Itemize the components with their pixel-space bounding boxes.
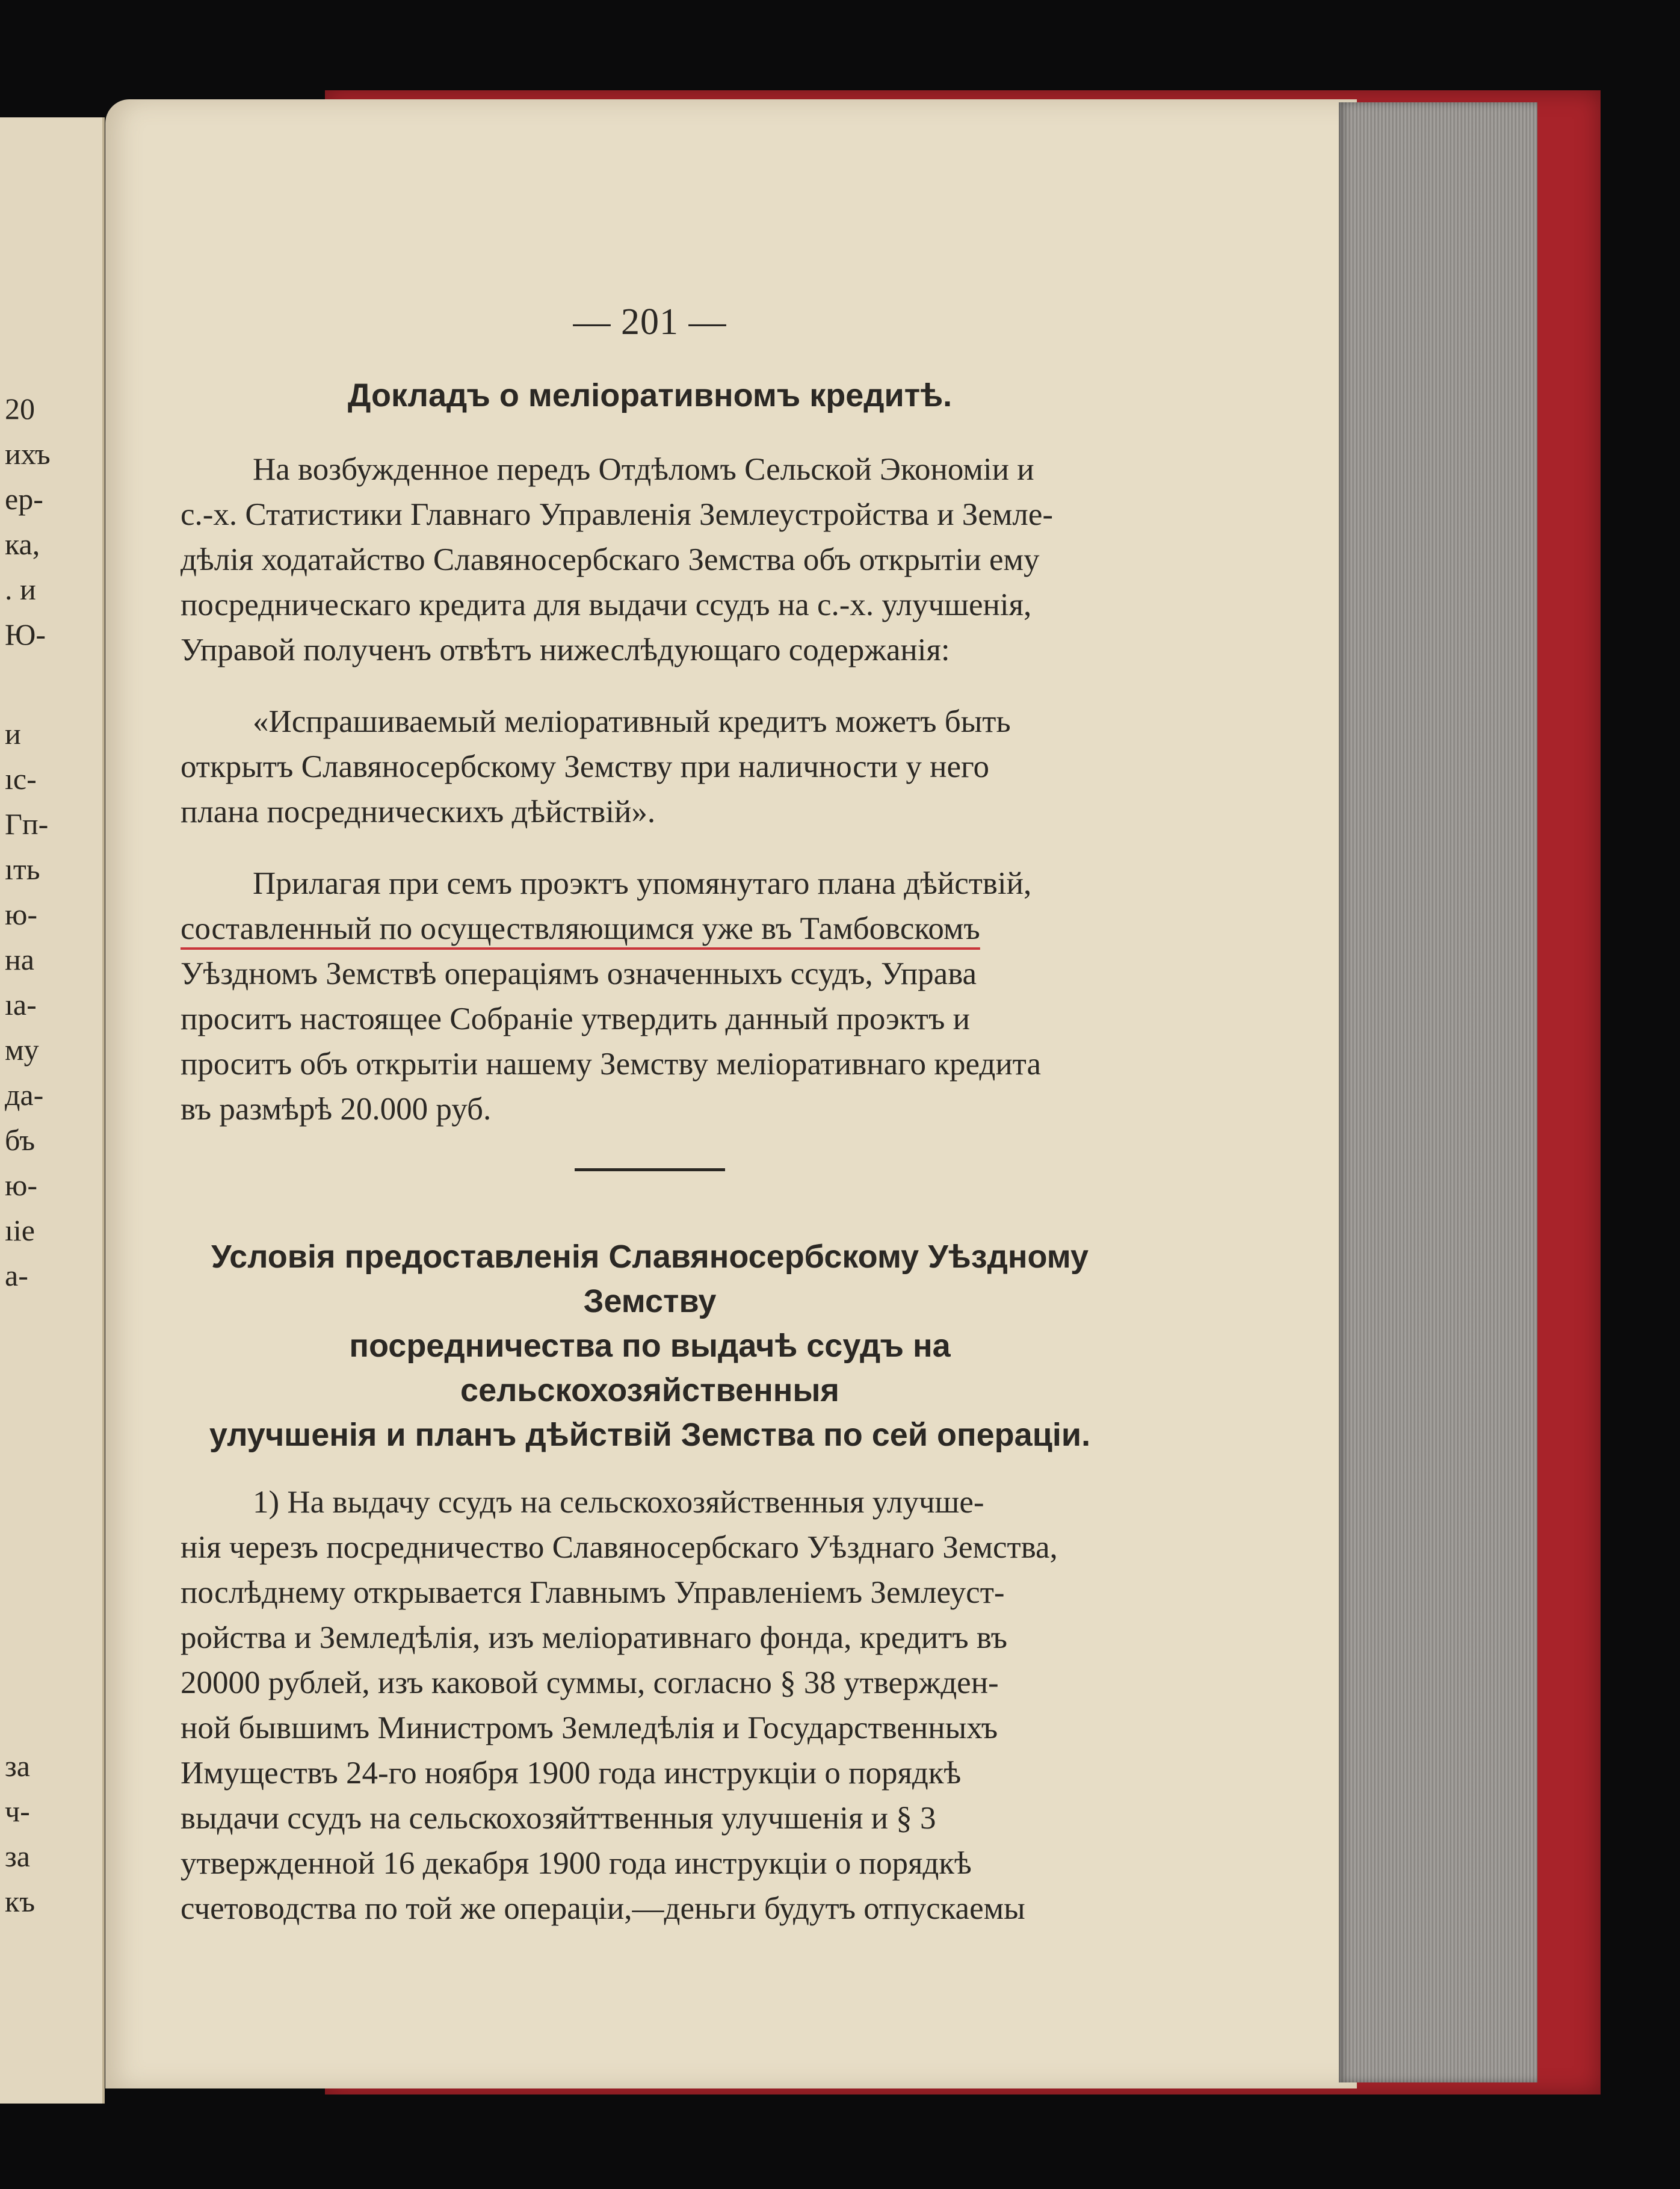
section-divider: [575, 1168, 725, 1171]
text-line: ройства и Земледѣлія, изъ меліоративнаго фонда, кредитъ въ: [181, 1620, 1008, 1655]
left-fragment: . и: [5, 572, 36, 606]
left-fragment: ıа-: [5, 988, 37, 1021]
text-line: Прилагая при семъ проэктъ упомянутаго плана дѣйствій,: [253, 866, 1032, 901]
page-content: [181, 301, 1119, 1958]
paragraph-intro: [181, 447, 1119, 673]
paragraph-clause-1: [181, 1480, 1119, 1931]
left-fragment: и: [5, 717, 21, 751]
text-line: проситъ объ открытіи нашему Земству меліоративнаго кредита: [181, 1047, 1042, 1082]
text-line: проситъ настоящее Собраніе утвердить данный проэктъ и: [181, 1002, 970, 1036]
text-line: счетоводства по той же операціи,—деньги будутъ отпускаемы: [181, 1891, 1025, 1926]
left-fragment: ıіе: [5, 1213, 35, 1247]
left-fragment: да-: [5, 1078, 44, 1112]
text-line: открытъ Славяносербскому Земству при наличности у него: [181, 749, 989, 784]
left-fragment: Ю-: [5, 618, 46, 651]
left-fragment: за: [5, 1749, 30, 1783]
page-number: — 201 —: [573, 302, 727, 342]
text-line: въ размѣрѣ 20.000 руб.: [181, 1092, 492, 1127]
text-line: выдачи ссудъ на сельскохозяйттвенныя улучшенія и § 3: [181, 1801, 936, 1836]
text-line: нія черезъ посредничество Славяносербскаго Уѣзднаго Земства,: [181, 1530, 1058, 1565]
left-fragment: ка,: [5, 527, 40, 561]
text-line: Уѣздномъ Земствѣ операціямъ означенныхъ ссудъ, Управа: [181, 956, 977, 991]
left-fragment: ихъ: [5, 437, 51, 471]
left-fragment: Гп-: [5, 807, 49, 841]
left-fragment: а-: [5, 1259, 28, 1292]
paragraph-quote: [181, 699, 1119, 835]
left-fragment: 20: [5, 392, 35, 426]
left-fragment: ю-: [5, 1168, 38, 1202]
text-line: 1) На выдачу ссудъ на сельскохозяйственныя улучше-: [253, 1485, 984, 1520]
left-fragment: къ: [5, 1884, 36, 1918]
left-fragment: ер-: [5, 482, 43, 516]
section-title: Условія предоставленія Славяносербскому Уѣздному Земству посредничества по выдачѣ ссудъ на сельскохозяйственныя улучшенія и планъ дѣйствій Земства по сей операціи.: [209, 1239, 1091, 1453]
text-line: плана посредническихъ дѣйствій».: [181, 794, 656, 829]
text-line: Управой полученъ отвѣтъ нижеслѣдующаго содержанія:: [181, 633, 950, 667]
text-line: с.-х. Статистики Главнаго Управленія Землеустройства и Земле-: [181, 497, 1054, 532]
text-line-underlined: составленный по осуществляющимся уже въ Тамбовскомъ: [181, 911, 980, 946]
text-line: «Испрашиваемый меліоративный кредитъ можетъ быть: [253, 704, 1011, 739]
left-fragment: му: [5, 1033, 39, 1067]
report-title: Докладъ о меліоративномъ кредитѣ.: [347, 377, 953, 413]
text-line: На возбужденное передъ Отдѣломъ Сельской Экономіи и: [253, 452, 1034, 487]
text-line: Имуществъ 24-го ноября 1900 года инструкціи о порядкѣ: [181, 1756, 962, 1791]
text-line: посредническаго кредита для выдачи ссудъ на с.-х. улучшенія,: [181, 587, 1032, 622]
left-fragment: ю-: [5, 897, 38, 931]
left-fragment: ıть: [5, 852, 40, 886]
paragraph-proposal: [181, 861, 1119, 1132]
text-line: утвержденной 16 декабря 1900 года инструкціи о порядкѣ: [181, 1846, 972, 1881]
text-line: 20000 рублей, изъ каковой суммы, согласно § 38 утвержден-: [181, 1665, 999, 1700]
left-fragment: ч-: [5, 1794, 30, 1828]
text-line: дѣлія ходатайство Славяносербскаго Земства объ открытіи ему: [181, 542, 1040, 577]
left-fragment: ıс-: [5, 762, 37, 796]
left-fragment: на: [5, 943, 34, 976]
text-line: послѣднему открывается Главнымъ Управленіемъ Землеуст-: [181, 1575, 1005, 1610]
left-fragment: за: [5, 1839, 30, 1873]
left-fragment: бъ: [5, 1123, 36, 1157]
text-line: ной бывшимъ Министромъ Земледѣлія и Государственныхъ: [181, 1711, 998, 1745]
page-block-edge: [1339, 102, 1537, 2082]
left-page-edge: [0, 117, 105, 2104]
